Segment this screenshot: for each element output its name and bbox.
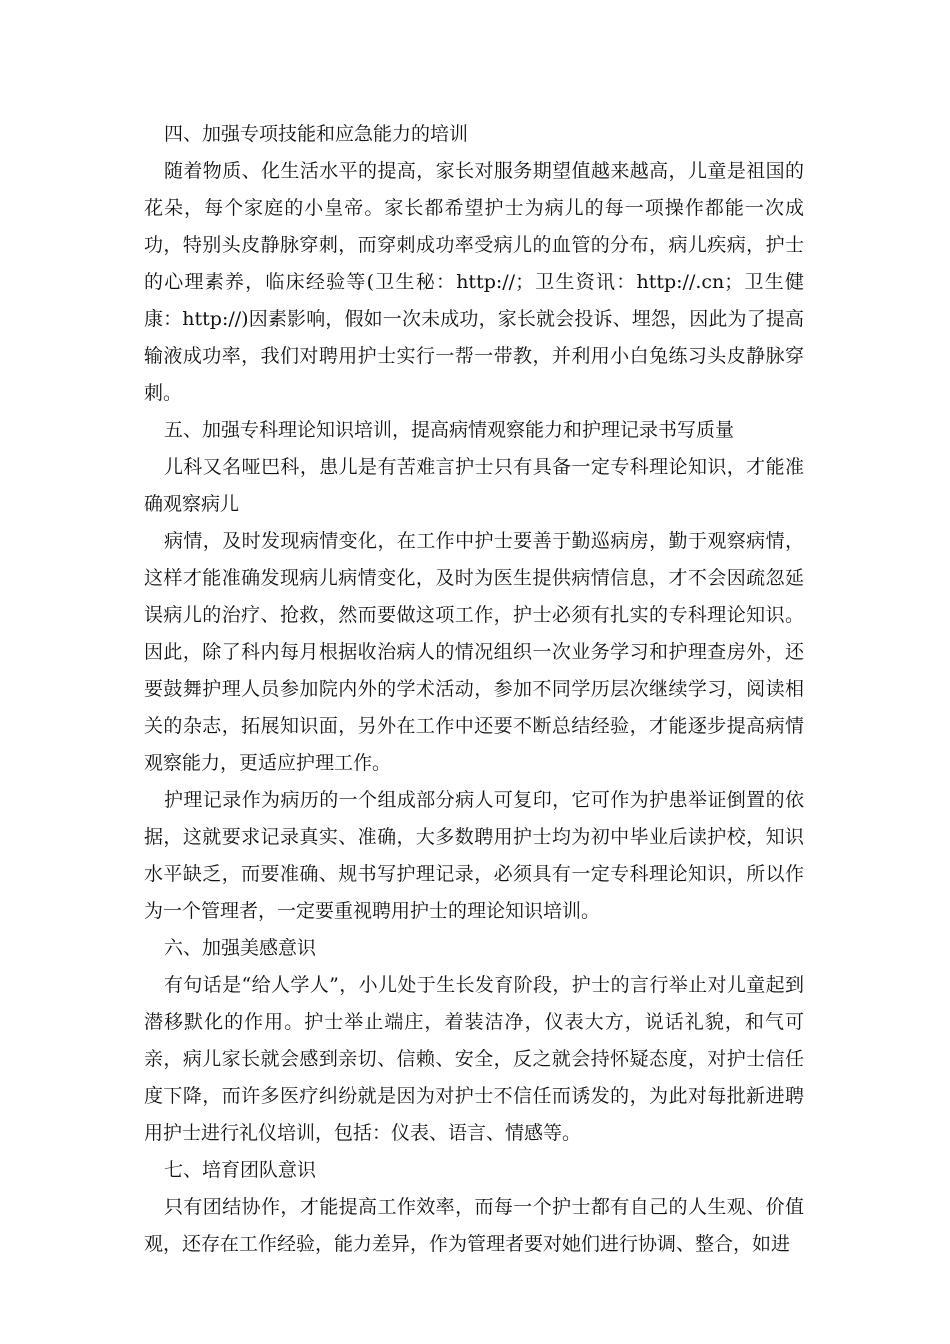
- section-heading: 六、加强美感意识: [164, 937, 317, 959]
- section-heading: 四、加强专项技能和应急能力的培训: [164, 123, 469, 145]
- body-paragraph: 只有团结协作，才能提高工作效率，而每一个护士都有自己的人生观、价值观，还存在工作经验，能力差异，作为管理者要对她们进行协调、整合，如进: [144, 1196, 804, 1255]
- section-heading: 五、加强专科理论知识培训，提高病情观察能力和护理记录书写质量: [164, 419, 735, 441]
- body-paragraph: 儿科又名哑巴科，患儿是有苦难言护士只有具备一定专科理论知识，才能准确观察病儿: [144, 456, 804, 515]
- body-paragraph: 护理记录作为病历的一个组成部分病人可复印，它可作为护患举证倒置的依据，这就要求记录真实、准确，大多数聘用护士均为初中毕业后读护校，知识水平缺乏，而要准确、规书写护理记录，必须具有一定专科理论知识，所以作为一个管理者，一定要重视聘用护士的理论知识培训。: [144, 789, 804, 922]
- body-paragraph: 随着物质、化生活水平的提高，家长对服务期望值越来越高，儿童是祖国的花朵，每个家庭的小皇帝。家长都希望护士为病儿的每一项操作都能一次成功，特别头皮静脉穿刺，而穿刺成功率受病儿的血管的分布，病儿疾病，护士的心理素养，临床经验等(卫生秘：http://；卫生资讯：http://.cn；卫生健康：http://)因素影响，假如一次未成功，家长就会投诉、埋怨，因此为了提高输液成功率，我们对聘用护士实行一帮一带教，并利用小白兔练习头皮静脉穿刺。: [144, 160, 804, 404]
- document-body: [144, 116, 804, 1263]
- body-paragraph: 有句话是“给人学人”，小儿处于生长发育阶段，护士的言行举止对儿童起到潜移默化的作用。护士举止端庄，着装洁净，仪表大方，说话礼貌，和气可亲，病儿家长就会感到亲切、信赖、安全，反之就会持怀疑态度，对护士信任度下降，而许多医疗纠纷就是因为对护士不信任而诱发的，为此对每批新进聘用护士进行礼仪培训，包括：仪表、语言、情感等。: [144, 974, 804, 1144]
- section-heading: 七、培育团队意识: [164, 1159, 317, 1181]
- body-paragraph: 病情，及时发现病情变化，在工作中护士要善于勤巡病房，勤于观察病情，这样才能准确发现病儿病情变化，及时为医生提供病情信息，才不会因疏忽延误病儿的治疗、抢救，然而要做这项工作，护士必须有扎实的专科理论知识。因此，除了科内每月根据收治病人的情况组织一次业务学习和护理查房外，还要鼓舞护理人员参加院内外的学术活动，参加不同学历层次继续学习，阅读相关的杂志，拓展知识面，另外在工作中还要不断总结经验，才能逐步提高病情观察能力，更适应护理工作。: [144, 530, 804, 774]
